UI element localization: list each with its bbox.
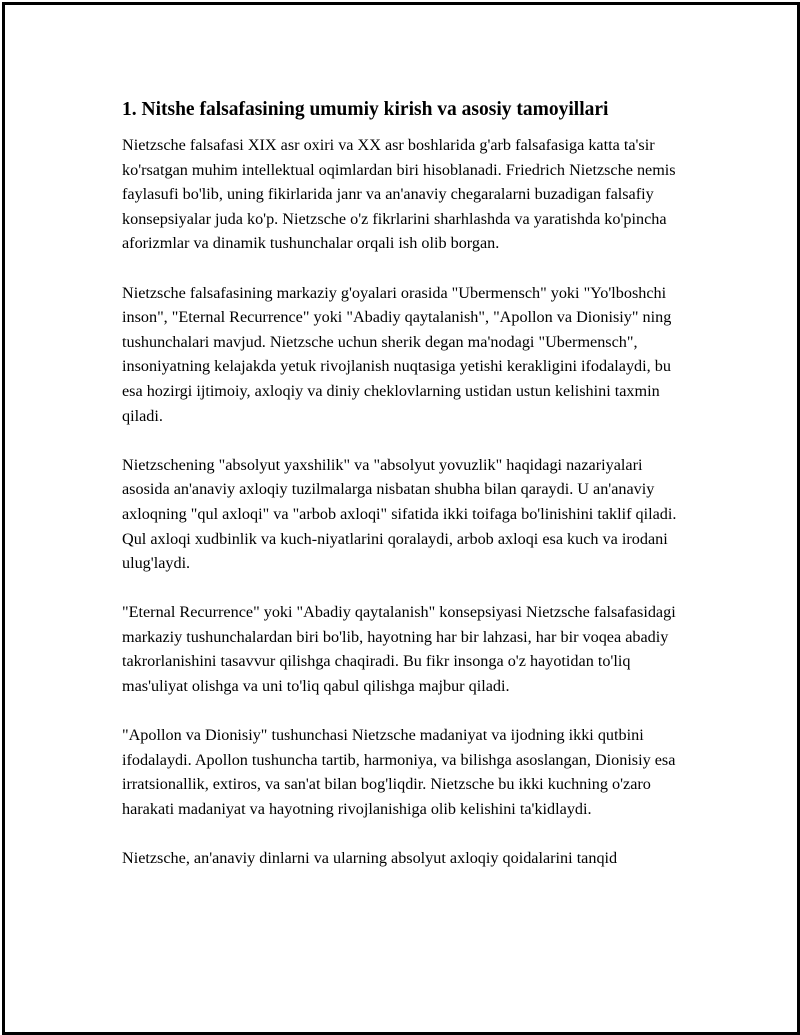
paragraph-central-ideas: Nietzsche falsafasining markaziy g'oyalari orasida "Ubermensch" yoki "Yo'lboshchi inson", "Eternal Recurrence" yoki "Abadiy qaytalanish", "Apollon va Dionisiy" ning tushunchalari mavjud. Nietzsche uchun sherik degan ma'nodagi "Ubermensch", insoniyatning kelajakda yetuk rivojlanish nuqtasiga yetishi kerakligini ifodalaydi, bu esa hozirgi ijtimoiy, axloqiy va diniy cheklovlarning ustidan ustun kelishini taxmin qiladi. (122, 283, 672, 425)
document-body (122, 97, 692, 895)
section-heading: 1. Nitshe falsafasining umumiy kirish va asosiy tamoyillari (122, 99, 609, 120)
paragraph-apollo-dionysus: "Apollon va Dionisiy" tushunchasi Nietzsche madaniyat va ijodning ikki qutbini ifodalaydi. Apollon tushuncha tartib, harmoniya, va bilishga asoslangan, Dionisiy esa irratsionallik, extiros, va san'at bilan bog'liqdir. Nietzsche bu ikki kuchning o'zaro harakati madaniyat va hayotning rivojlanishiga olib kelishini ta'kidlaydi. (122, 726, 676, 819)
paragraph-intro: Nietzsche falsafasi XIX asr oxiri va XX asr boshlarida g'arb falsafasiga katta ta'sir ko'rsatgan muhim intellektual oqimlardan biri hisoblanadi. Friedrich Nietzsche nemis faylasufi bo'lib, uning fikirlarida janr va an'anaviy chegaralarni buzadigan falsafiy konsepsiyalar juda ko'p. Nietzsche o'z fikrlarini sharhlashda va yaratishda ko'pincha aforizmlar va dinamik tushunchalar orqali ish olib borgan. (122, 136, 676, 253)
paragraph-religion: Nietzsche, an'anaviy dinlarni va ularning absolyut axloqiy qoidalarini tanqid (122, 849, 618, 868)
paragraph-morality: Nietzschening "absolyut yaxshilik" va "absolyut yovuzlik" haqidagi nazariyalari asosida an'anaviy axloqiy tuzilmalarga nisbatan shubha bilan qaraydi. U an'anaviy axloqning "qul axloqi" va "arbob axloqi" sifatida ikki toifaga bo'linishini taklif qiladi. Qul axloqi xudbinlik va kuch-niyatlarini qoralaydi, arbob axloqi esa kuch va irodani ulug'laydi. (122, 455, 677, 573)
page-frame (2, 2, 800, 1035)
paragraph-eternal-recurrence: "Eternal Recurrence" yoki "Abadiy qaytalanish" konsepsiyasi Nietzsche falsafasidagi markaziy tushunchalardan biri bo'lib, hayotning har bir lahzasi, har bir voqea abadiy takrorlanishini tasavvur qilishga chaqiradi. Bu fikr insonga o'z hayotidan to'liq mas'uliyat olishga va uni to'liq qabul qilishga majbur qiladi. (122, 603, 676, 696)
